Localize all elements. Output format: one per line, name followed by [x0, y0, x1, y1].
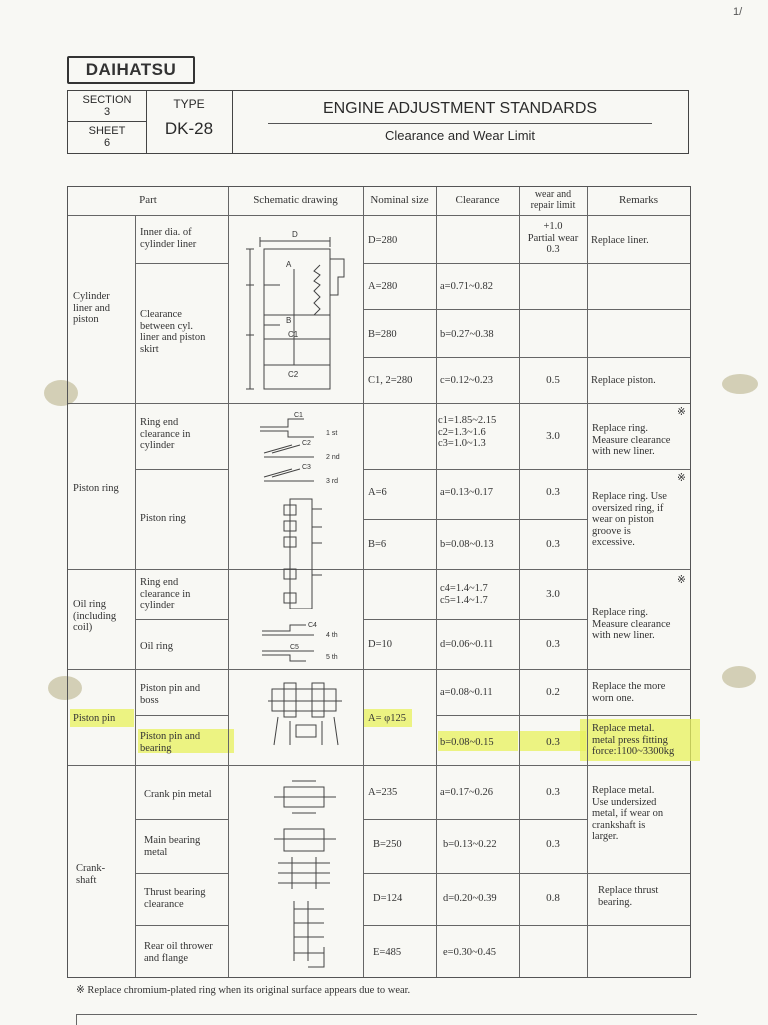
title-block: [67, 90, 689, 154]
sheet-label: SHEET 6: [88, 125, 126, 149]
row-line: [363, 469, 587, 470]
group-piston-pin: Piston pin: [73, 713, 116, 724]
wear-pin-boss: 0.2: [546, 686, 560, 698]
paper-stain: [722, 666, 756, 688]
nominal-oil-ring: D=10: [368, 639, 393, 650]
row-line: [135, 819, 228, 820]
nominal-rear-oil: E=485: [373, 947, 402, 958]
clearance-thrust: d=0.20~0.39: [443, 893, 497, 904]
clearance-ring-a: a=0.13~0.17: [440, 487, 494, 498]
section-label: SECTION 3: [68, 91, 146, 122]
row-line: [135, 873, 228, 874]
remarks-ring-a: Replace ring. Use oversized ring, if wear on piston groove is excessive.: [592, 491, 667, 548]
standards-table: [67, 186, 691, 978]
part-oil-end: Ring end clearance in cylinder: [140, 577, 191, 611]
remarks-ring-end: Replace ring. Measure clearance with new liner.: [592, 423, 671, 457]
drawing-label-ring-c1: C1: [294, 412, 303, 419]
type-cell: [146, 91, 233, 153]
header-drawing: Schematic drawing: [253, 194, 338, 206]
row-line: [135, 925, 228, 926]
title-divider: [268, 123, 652, 124]
wear-ring-b: 0.3: [546, 538, 560, 550]
row-line: [135, 263, 228, 264]
part-pin-boss: Piston pin and boss: [140, 683, 201, 706]
drawing-label-ring-2: 2 nd: [326, 454, 340, 461]
cylinder-liner-drawing: [234, 225, 356, 397]
group-piston-ring: Piston ring: [73, 483, 119, 494]
nominal-main-bearing: B=250: [373, 839, 402, 850]
row-line: [135, 469, 228, 470]
group-cylinder: Cylinder liner and piston: [73, 291, 111, 325]
clearance-cyl-a: a=0.71~0.82: [440, 281, 494, 292]
wear-pin-bearing: 0.3: [546, 736, 560, 748]
part-rear-oil: Rear oil thrower and flange: [144, 941, 213, 964]
type-value: DK-28: [164, 119, 214, 138]
row-line: [363, 519, 587, 520]
drawing-label-ring-3: 3 rd: [326, 478, 339, 485]
remarks-cyl-c: Replace piston.: [591, 375, 656, 386]
wear-ring-a: 0.3: [546, 486, 560, 498]
remarks-pin-boss: Replace the more worn one.: [592, 681, 666, 704]
part-piston-ring: Piston ring: [140, 513, 186, 524]
clearance-cyl-c: c=0.12~0.23: [440, 375, 494, 386]
remarks-oil-end: Replace ring. Measure clearance with new liner.: [592, 607, 671, 641]
mark-ring-a: ※: [677, 473, 686, 484]
bottom-border: [76, 1014, 697, 1025]
remarks-pin-bearing: Replace metal. metal press fitting force:1100~3300kg: [592, 723, 675, 757]
clearance-crank-pin: a=0.17~0.26: [440, 787, 494, 798]
row-line: [135, 619, 228, 620]
page-mark: 1/: [733, 6, 743, 18]
drawing-label-ring-5: 5 th: [326, 654, 338, 661]
nominal-crank-pin: A=235: [368, 787, 398, 798]
row-line: [68, 669, 690, 670]
column-line: [436, 187, 437, 977]
column-line: [587, 187, 588, 977]
header-remarks: Remarks: [618, 194, 659, 206]
title-cell: [232, 91, 688, 153]
type-label: TYPE: [173, 97, 205, 111]
wear-thrust: 0.8: [546, 892, 560, 904]
clearance-rear-oil: e=0.30~0.45: [443, 947, 497, 958]
row-line: [68, 215, 690, 216]
row-line: [363, 925, 690, 926]
part-ring-end: Ring end clearance in cylinder: [140, 417, 191, 451]
nominal-ring-a: A=6: [368, 487, 387, 498]
part-inner-dia: Inner dia. of cylinder liner: [140, 227, 197, 250]
part-clearance-cyl: Clearance between cyl. liner and piston skirt: [140, 309, 206, 355]
wear-cyl-c: 0.5: [546, 374, 560, 386]
wear-main-bearing: 0.3: [546, 838, 560, 850]
clearance-pin-boss: a=0.08~0.11: [440, 687, 493, 698]
group-crankshaft: Crank- shaft: [76, 863, 106, 886]
drawing-label-ring-1: 1 st: [326, 430, 338, 437]
clearance-oil-end: c4=1.4~1.7 c5=1.4~1.7: [440, 583, 488, 606]
clearance-ring-end: c1=1.85~2.15 c2=1.3~1.6 c3=1.0~1.3: [438, 415, 497, 449]
drawing-label-d: D: [292, 230, 298, 239]
oil-ring-drawing: [254, 619, 360, 667]
remarks-crank-pin: Replace metal. Use undersized metal, if wear on crankshaft is larger.: [592, 785, 664, 842]
row-line: [436, 715, 690, 716]
page-subtitle: Clearance and Wear Limit: [384, 128, 536, 143]
nominal-cyl-a: A=280: [368, 281, 398, 292]
clearance-ring-b: b=0.08~0.13: [440, 539, 494, 550]
row-line: [135, 715, 228, 716]
clearance-oil-ring: d=0.06~0.11: [440, 639, 494, 650]
header-wear: wear and repair limit: [530, 189, 576, 211]
wear-oil-ring: 0.3: [546, 638, 560, 650]
nominal-cyl-c: C1, 2=280: [368, 375, 413, 386]
nominal-inner-dia: D=280: [368, 235, 398, 246]
column-line: [363, 187, 364, 977]
drawing-label-c1: C1: [288, 330, 299, 339]
header-nominal: Nominal size: [370, 194, 429, 206]
row-line: [363, 873, 690, 874]
row-line: [68, 765, 690, 766]
column-line: [228, 187, 229, 977]
nominal-thrust: D=124: [373, 893, 403, 904]
brand-logo: DAIHATSU: [67, 56, 195, 84]
wear-oil-end: 3.0: [546, 588, 560, 600]
drawing-label-ring-c5: C5: [290, 644, 299, 651]
drawing-label-a: A: [286, 260, 292, 269]
row-line: [363, 819, 587, 820]
group-oil-ring: Oil ring (including coil): [73, 599, 117, 633]
drawing-label-c2: C2: [288, 370, 299, 379]
mark-ring-end: ※: [677, 407, 686, 418]
column-line: [135, 215, 136, 977]
remarks-thrust: Replace thrust bearing.: [598, 885, 659, 908]
remarks-inner-dia: Replace liner.: [591, 235, 649, 246]
row-line: [68, 569, 690, 570]
part-pin-bearing: Piston pin and bearing: [140, 731, 201, 754]
paper-stain: [722, 374, 758, 394]
row-line: [363, 619, 587, 620]
part-thrust: Thrust bearing clearance: [144, 887, 206, 910]
clearance-pin-bearing: b=0.08~0.15: [440, 737, 494, 748]
crankshaft-drawing: [264, 777, 350, 973]
drawing-label-ring-c3: C3: [302, 464, 311, 471]
row-line: [68, 403, 690, 404]
part-oil-ring: Oil ring: [140, 641, 173, 652]
column-line: [519, 187, 520, 977]
wear-inner-dia: +1.0 Partial wear 0.3: [527, 221, 579, 255]
clearance-cyl-b: b=0.27~0.38: [440, 329, 494, 340]
drawing-label-ring-c2: C2: [302, 440, 311, 447]
nominal-ring-b: B=6: [368, 539, 387, 550]
section-sheet-cell: [68, 91, 147, 153]
nominal-cyl-b: B=280: [368, 329, 397, 340]
row-line: [363, 263, 690, 264]
row-line: [363, 309, 690, 310]
drawing-label-b: B: [286, 316, 292, 325]
header-clearance: Clearance: [455, 194, 500, 206]
piston-pin-drawing: [264, 681, 348, 751]
drawing-label-ring-c4: C4: [308, 622, 317, 629]
mark-oil-end: ※: [677, 575, 686, 586]
row-line: [587, 469, 690, 470]
header-part: Part: [139, 194, 157, 206]
nominal-pin-bearing: A= φ125: [368, 713, 406, 724]
clearance-main-bearing: b=0.13~0.22: [443, 839, 497, 850]
piston-ring-drawing: [254, 409, 360, 609]
wear-ring-end: 3.0: [546, 430, 560, 442]
footnote: ※ Replace chromium-plated ring when its original surface appears due to wear.: [76, 985, 411, 996]
part-main-bearing: Main bearing metal: [144, 835, 201, 858]
row-line: [363, 357, 690, 358]
wear-crank-pin: 0.3: [546, 786, 560, 798]
drawing-label-ring-4: 4 th: [326, 632, 338, 639]
page-title: ENGINE ADJUSTMENT STANDARDS: [322, 100, 598, 117]
part-crank-pin: Crank pin metal: [144, 789, 212, 800]
